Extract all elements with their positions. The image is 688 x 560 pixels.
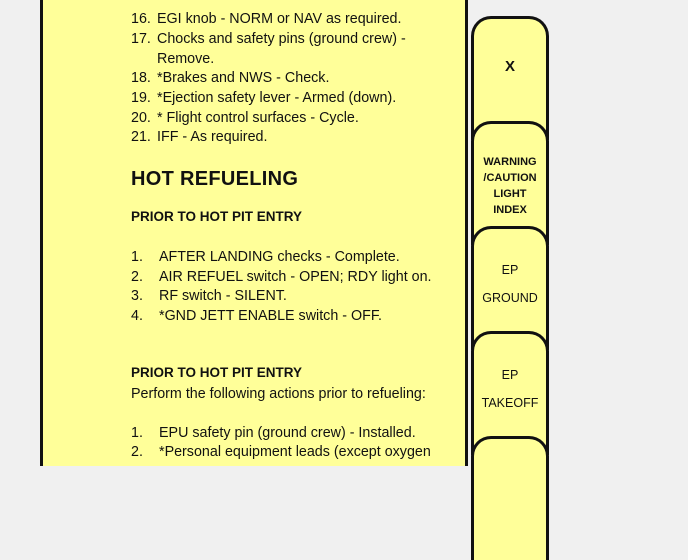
subsection-title: PRIOR TO HOT PIT ENTRY [131,209,303,224]
tab-ep-takeoff[interactable]: EP TAKEOFF [471,331,549,455]
intro-text: Perform the following actions prior to refueling: [131,386,426,402]
subsection-title: PRIOR TO HOT PIT ENTRY [131,365,303,380]
tab-next[interactable] [471,436,549,560]
section-tabs [471,0,551,466]
tab-ep-ground[interactable]: EP GROUND [471,226,549,350]
checklist-page: 16. EGI knob - NORM or NAV as required. 17. Chocks and safety pins (ground crew) - Remove. 18. *Brakes and NWS - Check. 19. *Ejection safety lever - Armed (down). 20. * Flight control surfaces - Cycle. 21. IFF - As required. HOT REFUELING PRIOR TO HOT PIT ENTRY 1. AFTER LANDING checks - Complete. 2. AIR REFUEL switch - OPEN; RDY light on. 3. RF switch - SILENT. 4. *GND JETT ENABLE switch - OFF. PRIOR TO HOT PIT ENTRY Perform the following actions prior to refueling: 1. EPU safety pin (ground crew) - Installed. 2. *Personal equipment leads (except oxygen [40,0,468,466]
section-title: HOT REFUELING [131,168,299,190]
tab-x[interactable]: X [471,16,549,140]
tab-warning-caution-light-index[interactable]: WARNING /CAUTION LIGHT INDEX [471,121,549,245]
